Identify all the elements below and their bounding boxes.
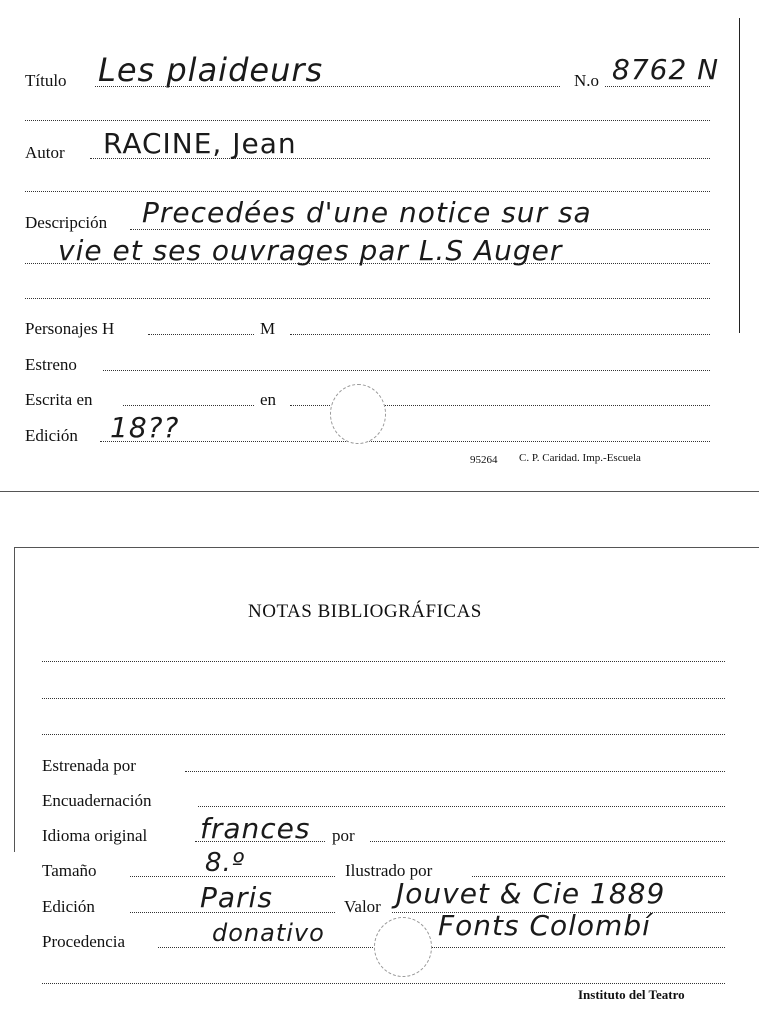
autor-value: RACINE, Jean — [103, 127, 297, 160]
notas-leader-1 — [42, 661, 725, 662]
escrita-en-label: en — [260, 390, 277, 409]
notas-leader-3 — [42, 734, 725, 735]
edicion2-label: Edición — [42, 897, 95, 916]
autor-extra-leader — [25, 191, 710, 192]
idioma-por-leader — [370, 841, 725, 842]
punch-hole-top — [330, 384, 386, 444]
punch-hole-bottom — [374, 917, 432, 977]
estreno-leader — [103, 370, 710, 371]
edicion-value: 18?? — [110, 411, 180, 444]
card-bottom-top-edge — [14, 547, 759, 548]
titulo-label: Título — [25, 71, 67, 90]
procedencia-label: Procedencia — [42, 932, 126, 951]
card-top-right-edge — [739, 18, 740, 333]
card-bottom-left-edge — [14, 547, 15, 852]
personajes-h-leader — [148, 334, 254, 335]
estreno-label: Estreno — [25, 355, 77, 374]
procedencia-extra: Fonts Colombí — [438, 909, 651, 942]
personajes-m-label: M — [260, 319, 276, 338]
titulo-value: Les plaideurs — [98, 51, 324, 89]
valor-label: Valor — [344, 897, 381, 916]
notas-heading: NOTAS BIBLIOGRÁFICAS — [248, 601, 482, 622]
titulo-extra-leader — [25, 120, 710, 121]
notas-leader-2 — [42, 698, 725, 699]
printer-code: 95264 — [470, 454, 498, 466]
descripcion-line-1: Precedées d'une notice sur sa — [142, 196, 592, 229]
numero-label: N.o — [574, 71, 600, 90]
personajes-m-leader — [290, 334, 710, 335]
escrita-label: Escrita en — [25, 390, 93, 409]
idioma-value: frances — [200, 812, 311, 845]
descripcion-leader-1 — [130, 229, 710, 230]
printer-text: C. P. Caridad. Imp.-Escuela — [519, 452, 641, 464]
escrita-leader — [123, 405, 254, 406]
tamano-value: 8.º — [205, 848, 246, 878]
institute-stamp: Instituto del Teatro — [578, 987, 685, 1002]
descripcion-label: Descripción — [25, 213, 108, 232]
descripcion-line-2: vie et ses ouvrages par L.S Auger — [58, 234, 563, 267]
encuadernacion-leader — [198, 806, 725, 807]
edicion-leader — [100, 441, 710, 442]
numero-value: 8762 N — [612, 53, 720, 86]
idioma-por-label: por — [332, 826, 355, 845]
notas-bottom-leader — [42, 983, 725, 984]
estrenada-leader — [185, 771, 725, 772]
procedencia-value: donativo — [212, 919, 325, 947]
encuadernacion-label: Encuadernación — [42, 791, 152, 810]
autor-label: Autor — [25, 143, 65, 162]
procedencia-leader — [158, 947, 725, 948]
tamano-label: Tamaño — [42, 861, 97, 880]
numero-leader — [605, 86, 710, 87]
idioma-label: Idioma original — [42, 826, 148, 845]
personajes-label: Personajes H — [25, 319, 115, 338]
valor-value: Jouvet & Cie 1889 — [396, 877, 666, 910]
ilustrado-label: Ilustrado por — [345, 861, 433, 880]
estrenada-label: Estrenada por — [42, 756, 136, 775]
card-top-bottom-edge — [0, 491, 759, 492]
edicion2-value: Paris — [200, 881, 273, 914]
descripcion-leader-3 — [25, 298, 710, 299]
edicion-label: Edición — [25, 426, 78, 445]
